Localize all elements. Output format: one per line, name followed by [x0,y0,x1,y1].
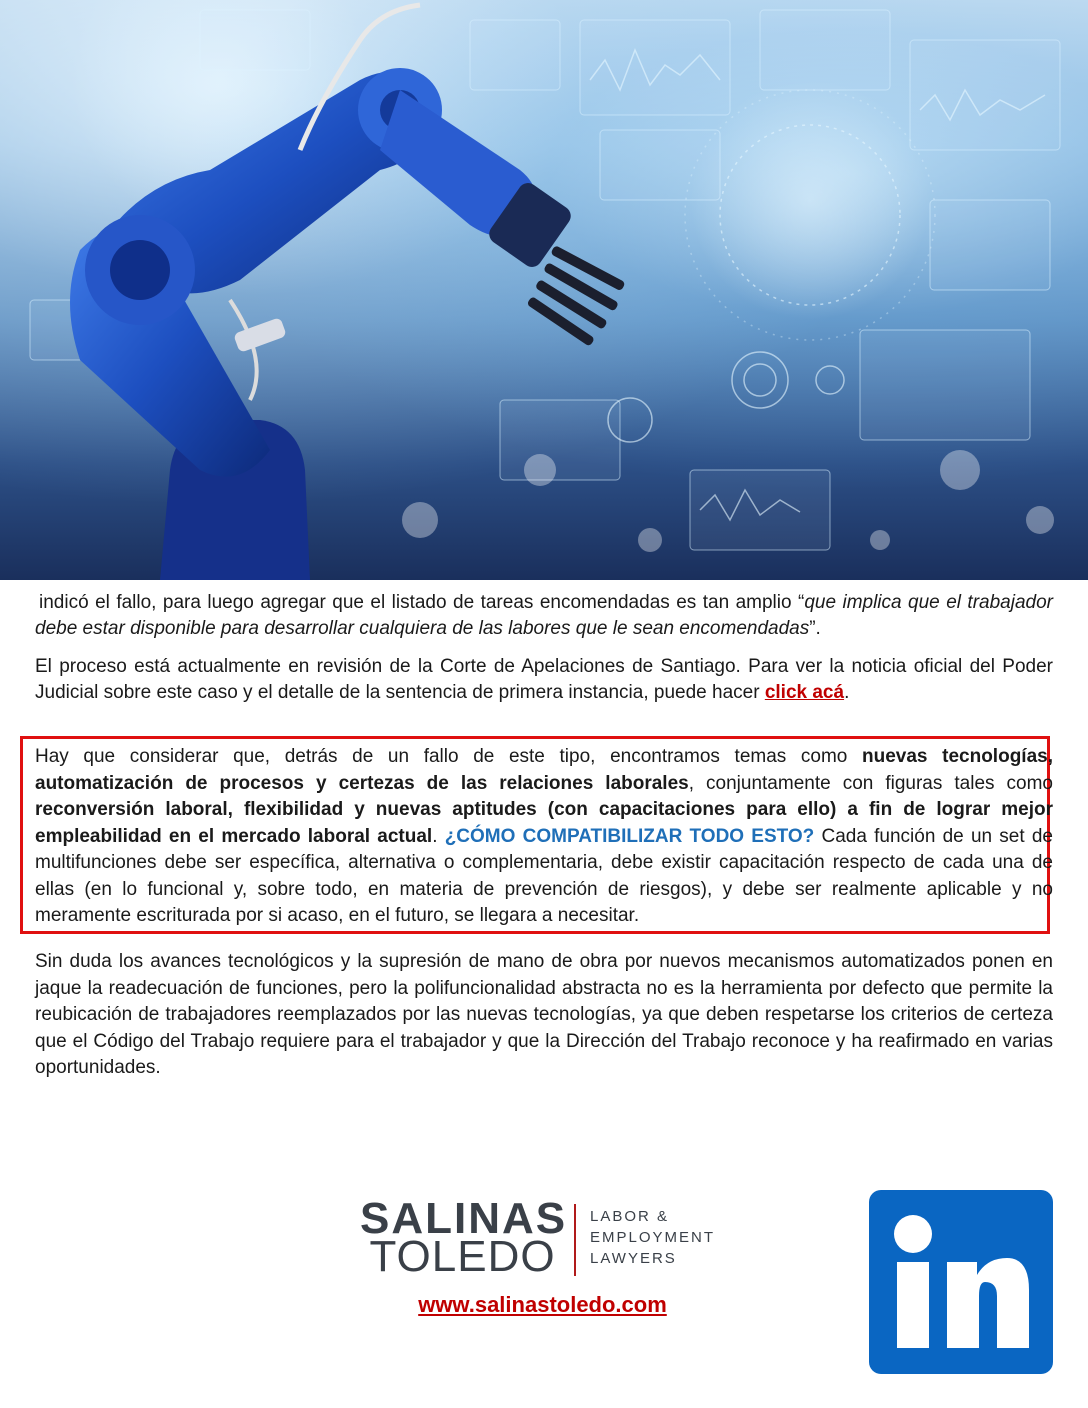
paragraph-text: indicó el fallo, para luego agregar que el listado de tareas encomendadas es tan amplio “ [39,592,805,613]
paragraph-text: . [844,682,850,703]
paragraph-closing: Sin duda los avances tecnológicos y la supresión de mano de obra por nuevos mecanismos automatizados ponen en jaque la readecuación de funciones, pero la polifuncionalidad abstracta no es la herramienta por defecto que permite la reubicación de trabajadores reemplazados por las nuevas tecnologías, ya que deben respetarse los criterios de certeza que el Código del Trabajo requiere para el trabajador y que la Dirección del Trabajo reconoce y ha reafirmado en varias oportunidades. [35,951,1053,1078]
linkedin-icon[interactable] [869,1190,1053,1374]
callout-segment: Cada función de un set de multifunciones debe ser específica, alternativa o complementaria, debe existir capacitación respecto de cada una de ellas (en lo funcional y, sobre todo, en materia de prevención de riesgos), y debe ser realmente aplicable y no meramente escriturada por si acaso, en el futuro, se llegara a necesitar. [35,825,1054,926]
tagline-line: LAWYERS [590,1250,677,1267]
paragraph-appeal [35,654,1053,706]
click-here-link[interactable]: click acá [764,682,845,703]
salinas-toledo-logo [360,1194,740,1282]
logo-divider [574,1204,576,1276]
callout-segment: Hay que considerar que, detrás de un fallo de este tipo, encontramos temas como [35,746,863,767]
tagline-line: LABOR & [590,1208,670,1225]
article-body [35,590,1053,718]
hero-image [0,0,1088,580]
logo-salinas: SALINAS [360,1194,568,1243]
robot-arm-illustration [0,0,1088,580]
logo-toledo: TOLEDO [369,1232,556,1281]
linkedin-glyph [869,1190,1053,1374]
tagline-line: EMPLOYMENT [590,1229,716,1246]
logo-tagline [590,1206,715,1269]
callout-bold-topics: nuevas tecnologías, automatización de procesos y certezas de las relaciones laborales [35,746,1053,794]
callout-text [35,744,1053,930]
website-link[interactable]: www.salinastoledo.com [418,1292,667,1317]
quote-text: que implica que el trabajador debe estar disponible para desarrollar cualquiera de las labores que le sean encomendadas [35,592,1053,639]
callout-segment: , conjuntamente con figuras tales como [688,772,1053,794]
callout-segment: . [432,825,445,847]
paragraph-ruling [35,590,1053,642]
callout-question: ¿CÓMO COMPATIBILIZAR TODO ESTO? [444,825,815,847]
paragraph-text: ”. [809,618,821,639]
paragraph-text: El proceso está actualmente en revisión de la Corte de Apelaciones de Santiago. Para ver la noticia oficial del Poder Judicial sobre este caso y el detalle de la sentencia de primera instancia, puede hacer [35,656,1053,703]
callout-bold-figures: reconversión laboral, flexibilidad y nuevas aptitudes (con capacitaciones para ello) a fin de lograr mejor empleabilidad en el mercado laboral actual [35,799,1053,847]
